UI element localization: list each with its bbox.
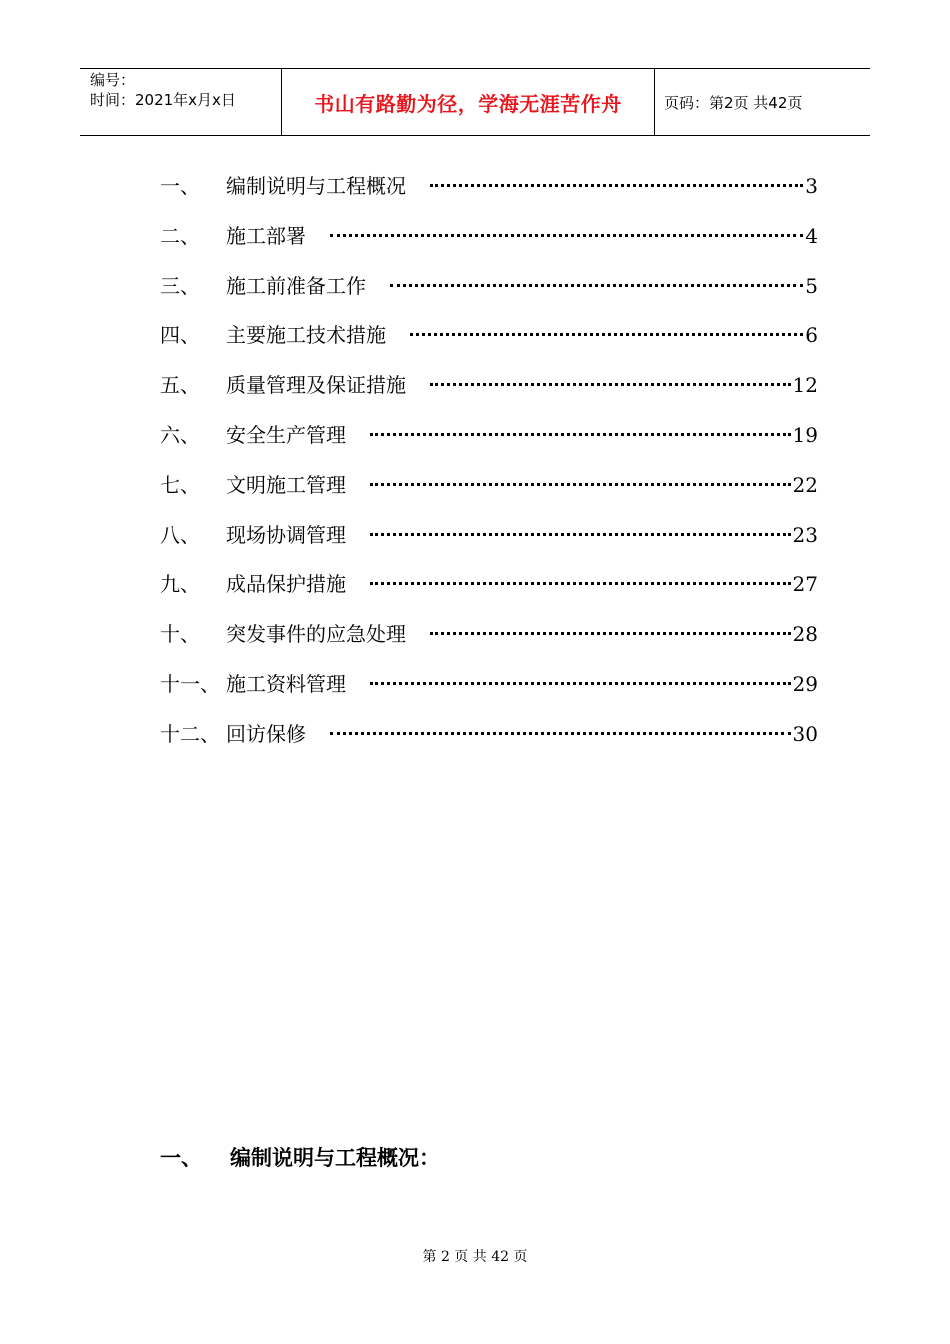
- toc-entry-title: 文明施工管理: [226, 472, 346, 497]
- toc-entry[interactable]: [160, 617, 818, 667]
- toc-entry[interactable]: [160, 269, 818, 319]
- toc-entry-number: 十、: [160, 622, 200, 647]
- section-heading: [160, 1142, 440, 1172]
- toc-entry-page: 29: [792, 671, 818, 696]
- toc-entry-page: 5: [805, 273, 818, 298]
- table-of-contents: [160, 169, 818, 767]
- toc-entry[interactable]: [160, 318, 818, 368]
- toc-entry-number: 六、: [160, 422, 200, 447]
- toc-entry[interactable]: [160, 418, 818, 468]
- toc-entry-page: 6: [805, 323, 818, 348]
- toc-entry-page: 22: [792, 472, 818, 497]
- toc-entry-title: 施工资料管理: [226, 671, 346, 696]
- toc-entry-title: 突发事件的应急处理: [226, 622, 406, 647]
- header-top-rule: [80, 68, 870, 69]
- toc-leader-dots: [370, 483, 791, 486]
- toc-entry-title: 编制说明与工程概况: [226, 174, 406, 198]
- document-time-label: 时间：2021年x月x日: [90, 91, 236, 109]
- toc-leader-dots: [410, 333, 803, 336]
- toc-entry-page: 28: [792, 622, 818, 647]
- toc-entry-page: 12: [792, 373, 818, 398]
- toc-leader-dots: [370, 582, 791, 585]
- toc-entry-number: 九、: [160, 572, 200, 597]
- page-footer: 第 2 页 共 42 页: [422, 1249, 528, 1265]
- toc-entry-title: 质量管理及保证措施: [226, 373, 406, 398]
- toc-entry-number: 五、: [160, 373, 200, 398]
- section-heading-title: 编制说明与工程概况：: [230, 1146, 440, 1170]
- toc-entry-title: 成品保护措施: [226, 572, 346, 597]
- header-motto: 书山有路勤为径，学海无涯苦作舟: [314, 92, 622, 116]
- header-divider-right: [654, 68, 655, 136]
- toc-leader-dots: [330, 234, 803, 237]
- toc-entry[interactable]: [160, 717, 818, 767]
- toc-entry-page: 27: [792, 572, 818, 597]
- toc-leader-dots: [370, 433, 791, 436]
- toc-entry[interactable]: [160, 169, 818, 219]
- toc-entry-number: 四、: [160, 323, 200, 348]
- toc-entry-title: 主要施工技术措施: [226, 323, 386, 348]
- toc-entry-page: 23: [792, 522, 818, 547]
- toc-entry-number: 一、: [160, 174, 200, 198]
- document-number-label: 编号：: [90, 71, 136, 89]
- toc-entry-number: 三、: [160, 273, 200, 298]
- header-meta: [90, 70, 280, 110]
- toc-entry-number: 八、: [160, 522, 200, 547]
- toc-entry-title: 施工前准备工作: [226, 273, 366, 298]
- toc-entry-title: 安全生产管理: [226, 422, 346, 447]
- toc-entry-number: 二、: [160, 223, 200, 248]
- toc-leader-dots: [430, 184, 803, 187]
- header-bottom-rule: [80, 135, 870, 136]
- toc-entry-number: 七、: [160, 472, 200, 497]
- toc-leader-dots: [330, 732, 791, 735]
- toc-entry[interactable]: [160, 219, 818, 269]
- toc-entry-page: 19: [792, 422, 818, 447]
- toc-entry-page: 3: [805, 174, 818, 198]
- header-page-info: 页码：第2页 共42页: [664, 94, 803, 112]
- toc-entry[interactable]: [160, 368, 818, 418]
- toc-entry-title: 施工部署: [226, 223, 306, 248]
- toc-entry[interactable]: [160, 518, 818, 568]
- toc-leader-dots: [370, 533, 791, 536]
- toc-entry-title: 回访保修: [226, 721, 306, 746]
- toc-entry-page: 4: [805, 223, 818, 248]
- toc-entry[interactable]: [160, 667, 818, 717]
- toc-leader-dots: [390, 284, 803, 287]
- toc-leader-dots: [430, 632, 791, 635]
- toc-entry[interactable]: [160, 468, 818, 518]
- section-heading-number: 一、: [160, 1146, 202, 1170]
- toc-entry-number: 十一、: [160, 671, 220, 696]
- toc-entry-page: 30: [792, 721, 818, 746]
- toc-leader-dots: [370, 682, 791, 685]
- toc-leader-dots: [430, 383, 791, 386]
- toc-entry-title: 现场协调管理: [226, 522, 346, 547]
- toc-entry[interactable]: [160, 567, 818, 617]
- toc-entry-number: 十二、: [160, 721, 220, 746]
